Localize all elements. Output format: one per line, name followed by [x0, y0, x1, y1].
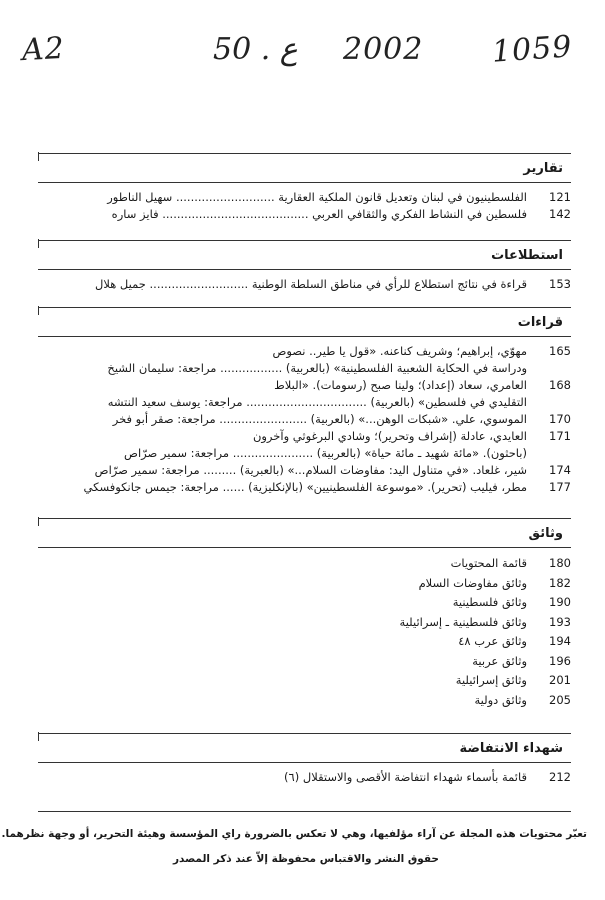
- disclaimer-note: تعبّر محتويات هذه المجلة عن آراء مؤلفيها، وهي لا تعكس بالضرورة راي المؤسسة وهيئة التحرير، أو وجهة نظرهما.: [1, 828, 587, 840]
- toc-entry[interactable]: [38, 652, 571, 672]
- entry-text: العايدي، عادلة (إشراف وتحرير)؛ وشادي البرغوثي وآخرون: [252, 429, 527, 443]
- page-number: 174: [549, 463, 571, 477]
- page-number: 170: [549, 412, 571, 426]
- entry-text: ودراسة في الحكاية الشعبية الفلسطينية» (بالعربية) ................. مراجعة: سليمان الشيخ: [107, 361, 527, 375]
- entry-text: وثائق فلسطينية ـ إسرائيلية: [399, 614, 527, 629]
- section-top-rule: [38, 307, 571, 308]
- page-number: 196: [549, 653, 571, 668]
- section-underline: [38, 547, 571, 548]
- section-reports: [38, 153, 571, 223]
- entry-text: قائمة بأسماء شهداء انتفاضة الأقصى والاستقلال (٦): [284, 770, 527, 784]
- toc-entry[interactable]: [38, 189, 571, 206]
- entry-text: (باحثون). «مائة شهيد ـ مائة حياة» (بالعربية) ...................... مراجعة: سمير صرّاص: [124, 446, 527, 460]
- entry-text: مهوّي، إبراهيم؛ وشريف كناعنه. «قول يا طير.. نصوص: [272, 344, 527, 358]
- copyright-note: حقوق النشر والاقتباس محفوظة إلاّ عند ذكر المصدر: [172, 853, 439, 865]
- toc-entry[interactable]: [38, 276, 571, 293]
- toc-entry[interactable]: [38, 479, 571, 496]
- entry-text: وثائق إسرائيلية: [455, 673, 527, 687]
- section-documents: [38, 518, 571, 710]
- section-underline: [38, 269, 571, 270]
- page-number: 193: [549, 614, 571, 629]
- toc-entry[interactable]: [38, 554, 571, 574]
- entry-text: فلسطين في النشاط الفكري والثقافي العربي ........................................ فايز ساره: [111, 207, 527, 221]
- section-title: قراءات: [517, 315, 563, 330]
- handwritten-issue-number: 50 . ع: [213, 32, 298, 67]
- page-number: 182: [549, 575, 571, 590]
- toc-entry[interactable]: [38, 593, 571, 613]
- toc-entry[interactable]: [38, 613, 571, 633]
- toc-entry[interactable]: [38, 411, 571, 428]
- entry-text: قراءة في نتائج استطلاع للرأي في مناطق السلطة الوطنية ........................... جميل هلال: [94, 277, 527, 291]
- footer: [0, 811, 605, 812]
- page-number: 194: [549, 634, 571, 648]
- entry-text: شير، غلعاد. «في متناول اليد: مفاوضات السلام...» (بالعبرية) ......... مراجعة: سمير صرّاص: [94, 463, 527, 477]
- section-readings: [38, 307, 571, 496]
- toc-entry[interactable]: [38, 462, 571, 479]
- entry-text: قائمة المحتويات: [450, 556, 527, 570]
- page-number: 153: [549, 277, 571, 291]
- entry-text: العامري، سعاد (إعداد)؛ ولينا صبح (رسومات). «البلاط: [274, 378, 527, 392]
- section-top-rule: [38, 240, 571, 241]
- section-title: شهداء الانتفاضة: [459, 741, 563, 756]
- page-number: 168: [549, 378, 571, 392]
- handwritten-catalog-number: 1059: [490, 29, 574, 70]
- page-number: 171: [549, 429, 571, 443]
- entry-text: وثائق مفاوضات السلام: [418, 575, 527, 590]
- toc-entry[interactable]: [38, 428, 571, 462]
- entry-text: وثائق فلسطينية: [452, 595, 527, 609]
- section-title: تقارير: [523, 161, 563, 176]
- handwritten-note-a2: A2: [21, 30, 66, 69]
- section-underline: [38, 336, 571, 337]
- toc-entry[interactable]: [38, 574, 571, 594]
- page-number: 165: [549, 344, 571, 358]
- page-number: 142: [549, 207, 571, 221]
- page-number: 190: [549, 595, 571, 609]
- entry-text: الموسوي، علي. «شبكات الوهن...» (بالعربية) ........................ مراجعة: صقر أبو فخر: [112, 412, 527, 426]
- section-top-rule: [38, 733, 571, 734]
- toc-entry[interactable]: [38, 377, 571, 411]
- page-number: 205: [549, 692, 571, 707]
- handwritten-year: 2002: [343, 32, 424, 67]
- section-surveys: [38, 240, 571, 293]
- entry-text: مطر، فيليب (تحرير). «موسوعة الفلسطينيين» (بالإنكليزية) ...... مراجعة: جيمس جانكوفسكي: [83, 480, 527, 494]
- page-number: 177: [549, 480, 571, 494]
- toc-entry[interactable]: [38, 632, 571, 652]
- entry-text: وثائق عربية: [472, 653, 527, 668]
- page-number: 121: [549, 190, 571, 204]
- page-number: 180: [549, 556, 571, 570]
- section-top-rule: [38, 518, 571, 519]
- toc-entry[interactable]: [38, 691, 571, 711]
- toc-entry[interactable]: [38, 671, 571, 691]
- entry-text: الفلسطينيون في لبنان وتعديل قانون الملكية العقارية ........................... سهيل الناطور: [107, 190, 527, 204]
- section-underline: [38, 762, 571, 763]
- section-top-rule: [38, 153, 571, 154]
- entry-text: وثائق عرب ٤٨: [458, 634, 527, 648]
- toc-entry[interactable]: [38, 769, 571, 786]
- toc-entry[interactable]: [38, 206, 571, 223]
- section-title: استطلاعات: [491, 248, 563, 263]
- section-title: وثائق: [528, 526, 563, 541]
- toc-entry[interactable]: [38, 343, 571, 377]
- section-intifada-martyrs: [38, 733, 571, 786]
- page-number: 212: [549, 770, 571, 784]
- page-number: 201: [549, 673, 571, 687]
- section-underline: [38, 182, 571, 183]
- footer-rule: [38, 811, 571, 812]
- entry-text: التقليدي في فلسطين» (بالعربية) ................................. مراجعة: يوسف سعيد النتشه: [107, 395, 527, 409]
- entry-text: وثائق دولية: [474, 692, 527, 707]
